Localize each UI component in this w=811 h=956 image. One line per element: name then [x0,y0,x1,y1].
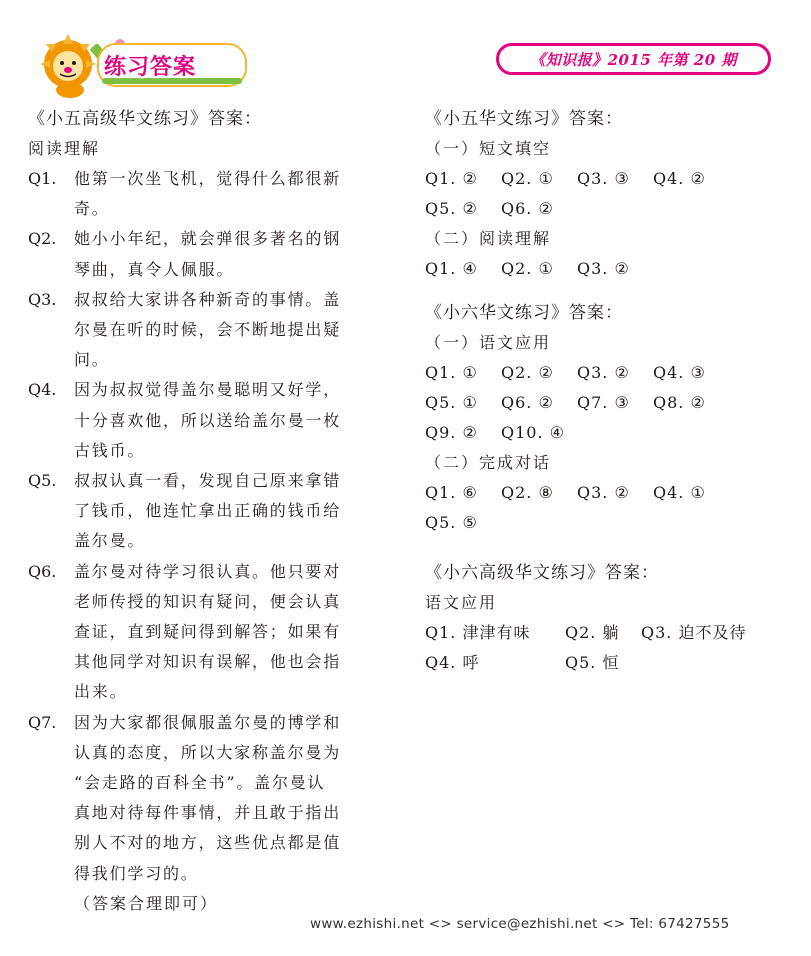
answer-cell: Q1. ② [425,169,478,188]
answer-note: （答案合理即可） [74,893,219,913]
answer-cell: Q5. ⑤ [425,513,478,532]
subsection-reading: 阅读理解 [28,139,101,158]
question-number: Q3. [28,289,57,309]
question-number: Q2. [28,229,57,249]
answer-text: 叔叔给大家讲各种新奇的事情。盖 尔曼在听的时候，会不断地提出疑 问。 [74,289,342,370]
answer-item [28,557,388,708]
answer-cell: Q2. ① [501,259,554,278]
answer-item [28,285,388,376]
subsection-cloze: （一）短文填空 [425,139,552,158]
subsection-language-use: 语文应用 [425,593,498,612]
answer-row [425,254,795,284]
answer-cell: Q6. ② [501,199,554,218]
subsection-language-use: （一）语文应用 [425,333,552,352]
answer-row [425,194,795,224]
answer-cell: Q3. ③ [577,169,630,188]
answer-cell: Q1. ④ [425,259,478,278]
answer-cell: Q3. ② [577,483,630,502]
answer-row [425,618,795,648]
answer-item [28,164,388,224]
answer-cell: Q3. ② [577,363,630,382]
answer-text: 叔叔认真一看，发现自己原来拿错 了钱币，他连忙拿出正确的钱币给 盖尔曼。 [74,471,342,551]
answer-cell: Q4. ③ [653,363,706,382]
answer-cell: Q1. ⑥ [425,483,478,502]
answer-cell: Q4. 呼 [425,653,480,672]
answer-row [425,358,795,388]
answer-item [28,224,388,284]
answer-text: 因为叔叔觉得盖尔曼聪明又好学， 十分喜欢他，所以送给盖尔曼一枚 古钱币。 [74,380,342,460]
page-title: 练习答案 [104,55,197,80]
issue-badge: 《知识报》2015 年第 20 期 [496,43,771,75]
answer-cell: Q9. ② [425,423,478,442]
section-title-p5-advanced: 《小五高级华文练习》答案： [28,109,262,129]
answer-cell: Q8. ② [653,393,706,412]
footer-contact: www.ezhishi.net <> service@ezhishi.net <> Tel: 67427555 [310,916,730,932]
answer-cell: Q4. ① [653,483,706,502]
answer-cell: Q2. 躺 [565,623,620,642]
answer-cell: Q5. ② [425,199,478,218]
answer-text: 因为大家都很佩服盖尔曼的博学和 认真的态度，所以大家称盖尔曼为 “会走路的百科全书”。盖尔曼认 真地对待每件事情，并且敢于指出 别人不对的地方，这些优点都是值 得我们学习的。 [74,712,342,883]
question-number: Q4. [28,380,57,400]
question-number: Q1. [28,169,57,188]
answer-cell: Q3. ② [577,259,630,278]
answer-row [425,508,795,538]
answer-item [28,375,388,466]
subsection-dialogue: （二）完成对话 [425,453,552,472]
answer-cell: Q7. ③ [577,393,630,412]
answer-cell: Q1. 津津有味 [425,623,531,642]
left-column [28,104,388,919]
answer-cell: Q5. 恒 [565,653,620,672]
answer-text: 他第一次坐飞机，觉得什么都很新 奇。 [74,169,342,219]
subsection-reading: （二）阅读理解 [425,229,552,248]
right-column [425,104,795,678]
answer-cell: Q2. ① [501,169,554,188]
section-title-p6-advanced: 《小六高级华文练习》答案： [425,563,659,583]
answer-row [425,648,795,678]
question-number: Q5. [28,471,57,491]
section-title-p6: 《小六华文练习》答案： [425,303,623,323]
question-number: Q6. [28,561,57,581]
answer-row [425,418,795,448]
answer-cell: Q5. ① [425,393,478,412]
answer-text: 盖尔曼对待学习很认真。他只要对 老师传授的知识有疑问，便会认真 查证，直到疑问得到解答；如果有 其他同学对知识有误解，他也会指 出来。 [74,561,342,702]
answer-row [425,478,795,508]
answer-cell: Q1. ① [425,363,478,382]
answer-cell: Q2. ⑧ [501,483,554,502]
answer-cell: Q3. 迫不及待 [641,623,747,642]
answer-cell: Q10. ④ [501,423,565,442]
section-title-p5: 《小五华文练习》答案： [425,109,623,129]
answer-cell: Q4. ② [653,169,706,188]
answer-row [425,164,795,194]
answer-row [425,388,795,418]
answer-item [28,708,388,889]
question-number: Q7. [28,712,57,732]
answer-cell: Q6. ② [501,393,554,412]
answer-cell: Q2. ② [501,363,554,382]
answer-item [28,466,388,557]
answer-text: 她小小年纪，就会弹很多著名的钢 琴曲，真令人佩服。 [74,229,342,279]
